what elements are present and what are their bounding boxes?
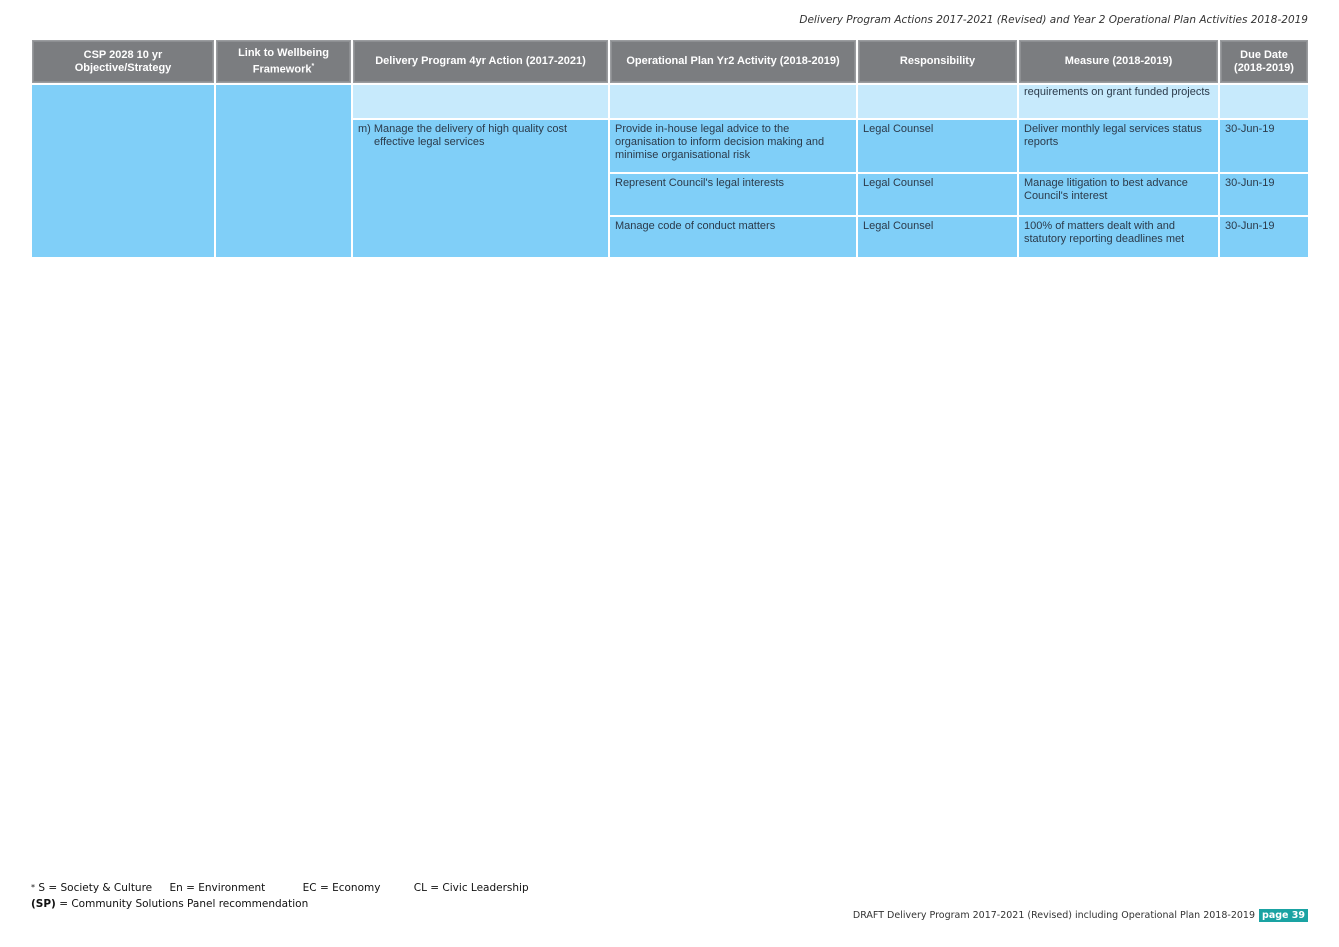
continued-due-cell	[1220, 85, 1308, 118]
legend-sp-text: = Community Solutions Panel recommendation	[59, 898, 309, 910]
header-wellbeing-label: Link to Wellbeing Framework	[238, 46, 329, 76]
measure-cell: Manage litigation to best advance Council's interest	[1019, 174, 1218, 215]
legend-codes	[31, 880, 529, 896]
csp-objective-cell	[32, 85, 214, 257]
legend-item-civic: CL = Civic Leadership	[413, 882, 529, 894]
legend-item-environment: En = Environment	[169, 882, 266, 894]
header-wellbeing-mark: *	[311, 62, 315, 70]
due-date-cell: 30-Jun-19	[1220, 120, 1308, 172]
responsibility-cell: Legal Counsel	[858, 174, 1017, 215]
document-header: Delivery Program Actions 2017-2021 (Revised) and Year 2 Operational Plan Activities 2018-2019	[799, 14, 1308, 26]
activity-cell: Represent Council's legal interests	[610, 174, 856, 215]
delivery-action-cell	[353, 120, 608, 257]
header-due-date: Due Date (2018-2019)	[1220, 40, 1308, 83]
table-row-continued	[32, 85, 1308, 118]
due-date-cell: 30-Jun-19	[1220, 174, 1308, 215]
responsibility-cell: Legal Counsel	[858, 217, 1017, 257]
legend-item-society: S = Society & Culture	[38, 882, 153, 894]
header-delivery-action: Delivery Program 4yr Action (2017-2021)	[353, 40, 608, 83]
activity-cell: Provide in-house legal advice to the organisation to inform decision making and minimise organisational risk	[610, 120, 856, 172]
wellbeing-link-cell	[216, 85, 351, 257]
footer-doc-title: DRAFT Delivery Program 2017-2021 (Revised) including Operational Plan 2018-2019	[852, 910, 1256, 921]
delivery-action-label: m) Manage the delivery of high quality cost effective legal services	[358, 123, 568, 148]
header-wellbeing-link	[216, 40, 351, 83]
due-date-cell: 30-Jun-19	[1220, 217, 1308, 257]
measure-cell: 100% of matters dealt with and statutory reporting deadlines met	[1019, 217, 1218, 257]
continued-action-cell	[353, 85, 608, 118]
page-number-badge: page 39	[1259, 909, 1308, 922]
header-csp-objective: CSP 2028 10 yr Objective/Strategy	[32, 40, 214, 83]
legend-mark: *	[31, 883, 35, 892]
delivery-plan-table	[30, 38, 1310, 259]
legend-sp	[31, 896, 529, 912]
table-header-row	[32, 40, 1308, 83]
legend-sp-code: (SP)	[31, 898, 56, 910]
page-footer	[853, 909, 1308, 922]
header-operational-activity: Operational Plan Yr2 Activity (2018-2019)	[610, 40, 856, 83]
responsibility-cell: Legal Counsel	[858, 120, 1017, 172]
activity-cell: Manage code of conduct matters	[610, 217, 856, 257]
header-measure: Measure (2018-2019)	[1019, 40, 1218, 83]
legend-item-economy: EC = Economy	[302, 882, 381, 894]
continued-activity-cell	[610, 85, 856, 118]
continued-responsibility-cell	[858, 85, 1017, 118]
header-responsibility: Responsibility	[858, 40, 1017, 83]
wellbeing-legend	[31, 880, 529, 912]
continued-measure-cell: requirements on grant funded projects	[1019, 85, 1218, 118]
measure-cell: Deliver monthly legal services status reports	[1019, 120, 1218, 172]
